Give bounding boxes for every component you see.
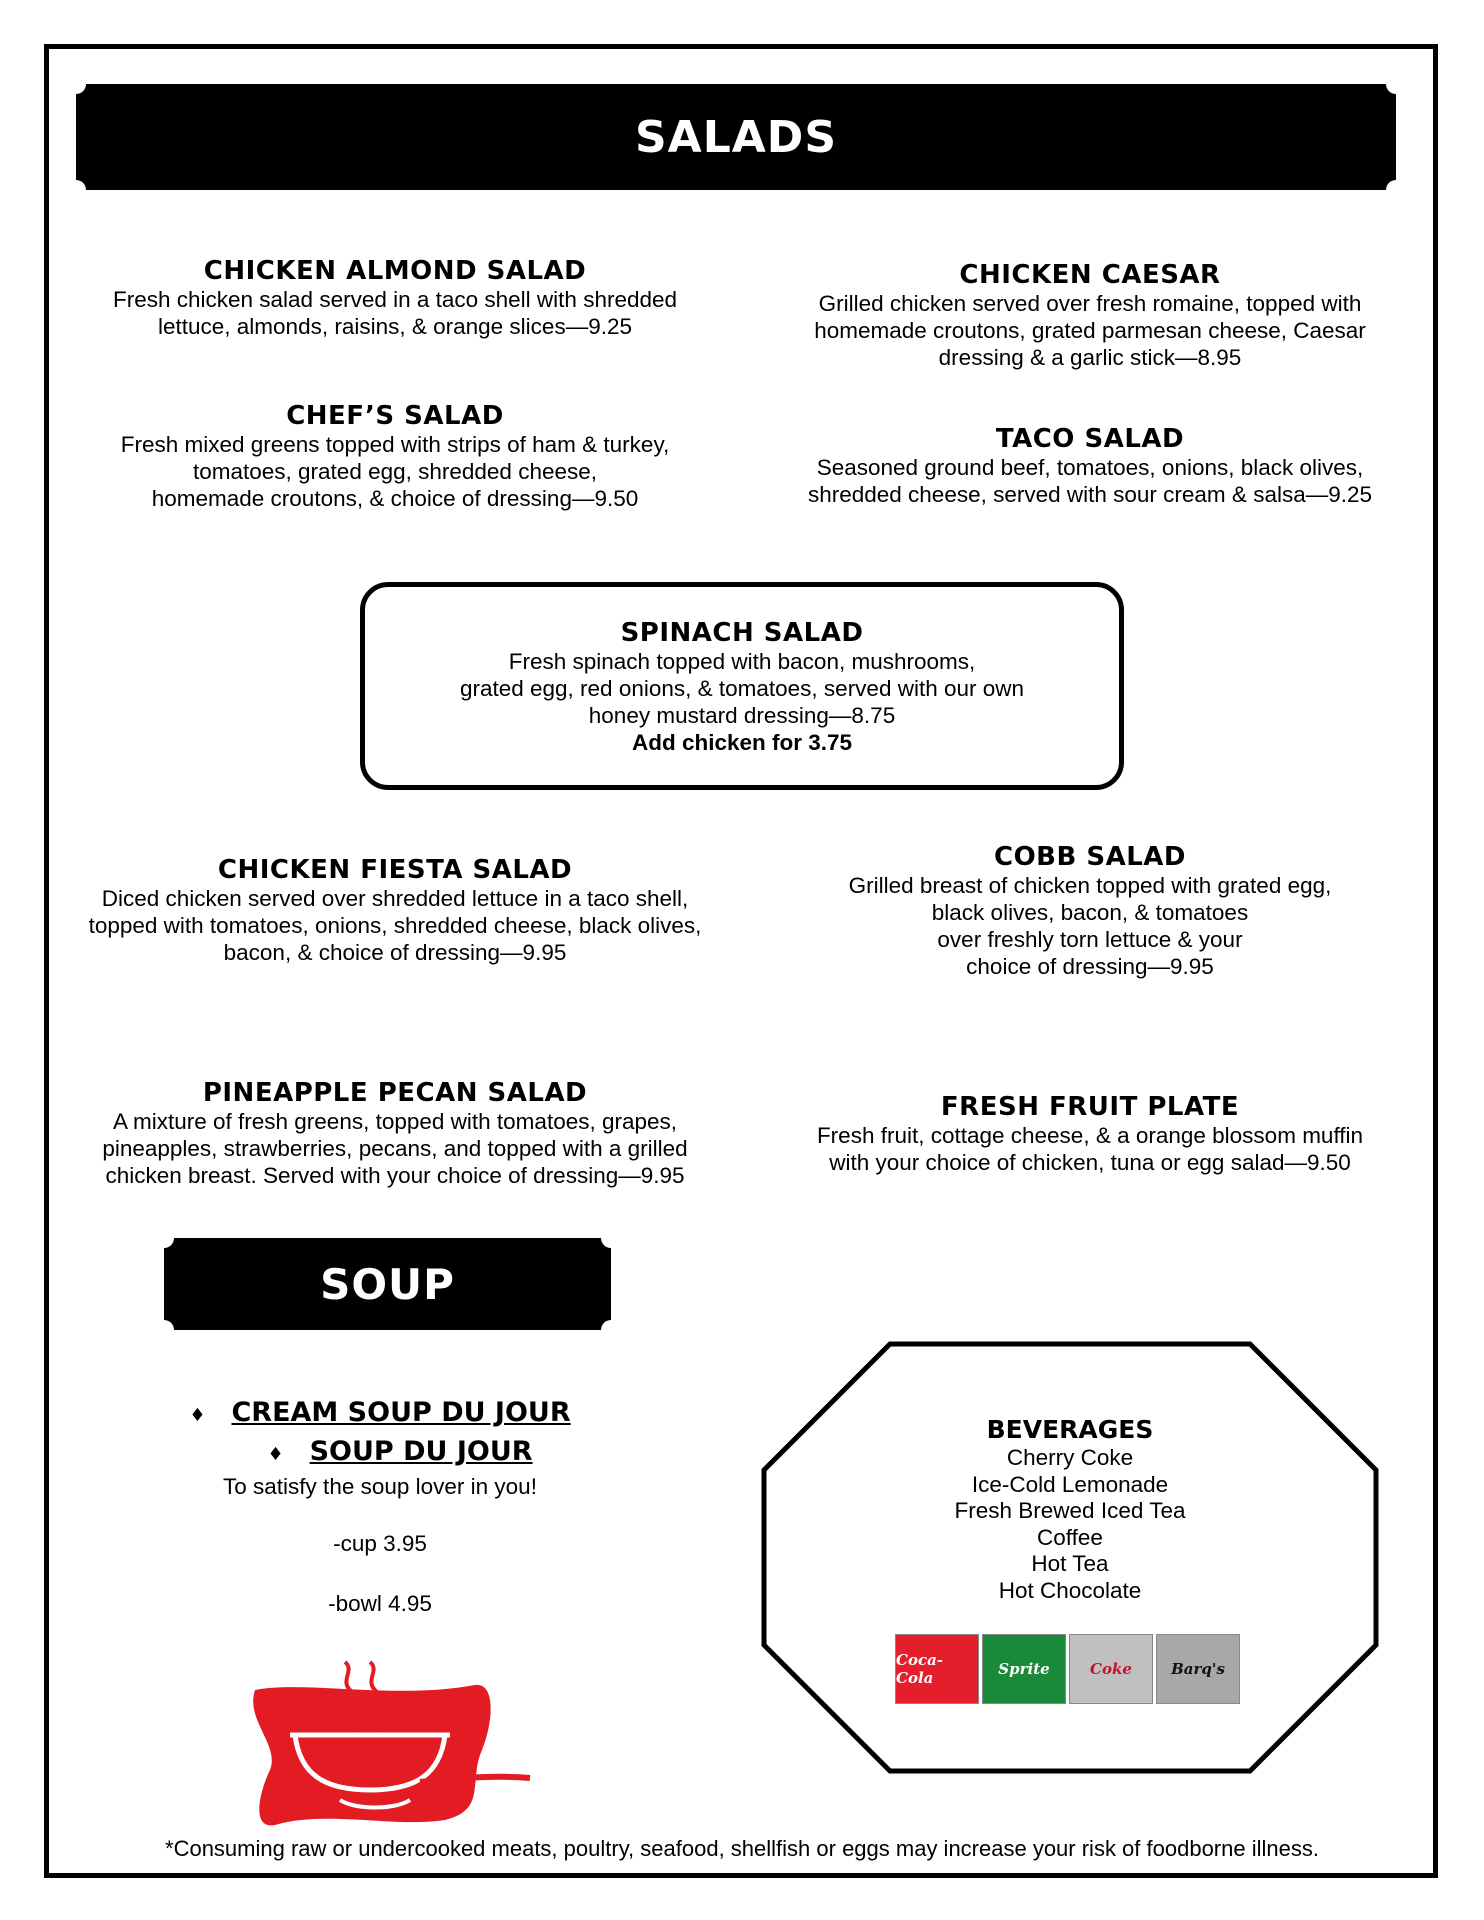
item-desc: Diced chicken served over shredded lettuce in a taco shell, (101, 886, 689, 911)
item-desc: Grilled breast of chicken topped with grated egg, (848, 873, 1332, 898)
soup-bowl-price: -bowl 4.95 (328, 1591, 432, 1616)
item-desc: homemade croutons, grated parmesan cheese, Caesar (814, 318, 1366, 343)
item-desc: Fresh spinach topped with bacon, mushrooms, (508, 649, 976, 674)
soup-title: SOUP (320, 1259, 455, 1309)
footer-disclaimer: *Consuming raw or undercooked meats, poultry, seafood, shellfish or eggs may increase your risk of foodborne illness. (165, 1836, 1319, 1861)
menu-item-pineapple-pecan (55, 1078, 735, 1189)
menu-item-cobb-salad (760, 842, 1420, 980)
item-desc: pineapples, strawberries, pecans, and topped with a grilled (102, 1136, 688, 1161)
menu-item-chicken-caesar (760, 260, 1420, 371)
item-desc: grated egg, red onions, & tomatoes, served with our own (459, 676, 1025, 701)
soup-section (150, 1395, 610, 1617)
salads-title: SALADS (634, 111, 838, 163)
item-addon: Add chicken for 3.75 (631, 730, 853, 755)
item-desc: with your choice of chicken, tuna or egg salad—9.50 (829, 1150, 1351, 1175)
beverage-item: Hot Chocolate (998, 1577, 1142, 1603)
item-desc: lettuce, almonds, raisins, & orange slices—9.25 (158, 314, 632, 339)
menu-item-chicken-almond (70, 256, 720, 340)
soup-bowl-icon (245, 1660, 535, 1830)
item-name: SPINACH SALAD (620, 618, 864, 648)
item-desc: Fresh chicken salad served in a taco shell with shredded (112, 287, 678, 312)
beverages-list (760, 1415, 1380, 1604)
soup-item (150, 1434, 610, 1473)
item-desc: choice of dressing—9.95 (966, 954, 1214, 979)
item-desc: Fresh mixed greens topped with strips of ham & turkey, (120, 432, 670, 457)
item-desc: Grilled chicken served over fresh romaine, topped with (818, 291, 1362, 316)
item-name: COBB SALAD (994, 842, 1186, 872)
soup-cup-price: -cup 3.95 (333, 1531, 427, 1556)
soup-item-label: SOUP DU JOUR (309, 1436, 533, 1467)
item-desc: chicken breast. Served with your choice of dressing—9.95 (105, 1163, 685, 1188)
beverage-item: Cherry Coke (1006, 1445, 1134, 1470)
soup-banner (164, 1238, 611, 1330)
item-name: CHEF’S SALAD (286, 401, 504, 431)
item-desc: homemade croutons, & choice of dressing—9.50 (151, 486, 639, 511)
soup-item (150, 1395, 610, 1434)
barqs-logo: Barq's (1156, 1634, 1240, 1704)
item-desc: Fresh fruit, cottage cheese, & a orange blossom muffin (816, 1123, 1364, 1148)
item-name: PINEAPPLE PECAN SALAD (202, 1078, 588, 1108)
diamond-bullet-icon: ♦ (189, 1405, 206, 1426)
item-desc: honey mustard dressing—8.75 (588, 703, 896, 728)
beverage-item: Ice-Cold Lemonade (971, 1471, 1169, 1497)
diet-coke-logo: Coke (1069, 1634, 1153, 1704)
item-name: FRESH FRUIT PLATE (940, 1092, 1240, 1122)
item-desc: tomatoes, grated egg, shredded cheese, (192, 459, 598, 484)
item-desc: shredded cheese, served with sour cream & salsa—9.25 (807, 482, 1373, 507)
beverage-item: Coffee (1037, 1524, 1103, 1550)
salads-banner (76, 84, 1396, 190)
item-name: CHICKEN CAESAR (959, 260, 1221, 290)
beverage-logos (895, 1634, 1240, 1704)
item-desc: A mixture of fresh greens, topped with tomatoes, grapes, (112, 1109, 678, 1134)
item-desc: over freshly torn lettuce & your (937, 927, 1243, 952)
menu-item-taco-salad (760, 424, 1420, 508)
item-desc: dressing & a garlic stick—8.95 (938, 345, 1242, 370)
item-desc: topped with tomatoes, onions, shredded cheese, black olives, (88, 913, 702, 938)
beverage-item: Fresh Brewed Iced Tea (954, 1498, 1186, 1523)
sprite-logo: Sprite (982, 1634, 1066, 1704)
menu-item-chicken-fiesta (55, 855, 735, 966)
soup-tagline: To satisfy the soup lover in you! (223, 1474, 537, 1499)
item-name: TACO SALAD (995, 424, 1185, 454)
item-name: CHICKEN ALMOND SALAD (203, 256, 587, 286)
menu-item-spinach-salad (360, 618, 1124, 756)
soup-item-label: CREAM SOUP DU JOUR (231, 1397, 571, 1428)
beverage-item: Hot Tea (1031, 1551, 1109, 1576)
item-desc: bacon, & choice of dressing—9.95 (223, 940, 567, 965)
item-desc: black olives, bacon, & tomatoes (931, 900, 1249, 925)
item-desc: Seasoned ground beef, tomatoes, onions, black olives, (816, 455, 1364, 480)
coca-cola-logo: Coca-Cola (895, 1634, 979, 1704)
menu-item-chefs-salad (70, 401, 720, 512)
diamond-bullet-icon: ♦ (267, 1444, 284, 1465)
menu-item-fresh-fruit (760, 1092, 1420, 1176)
item-name: CHICKEN FIESTA SALAD (217, 855, 573, 885)
beverages-title: BEVERAGES (986, 1415, 1154, 1444)
